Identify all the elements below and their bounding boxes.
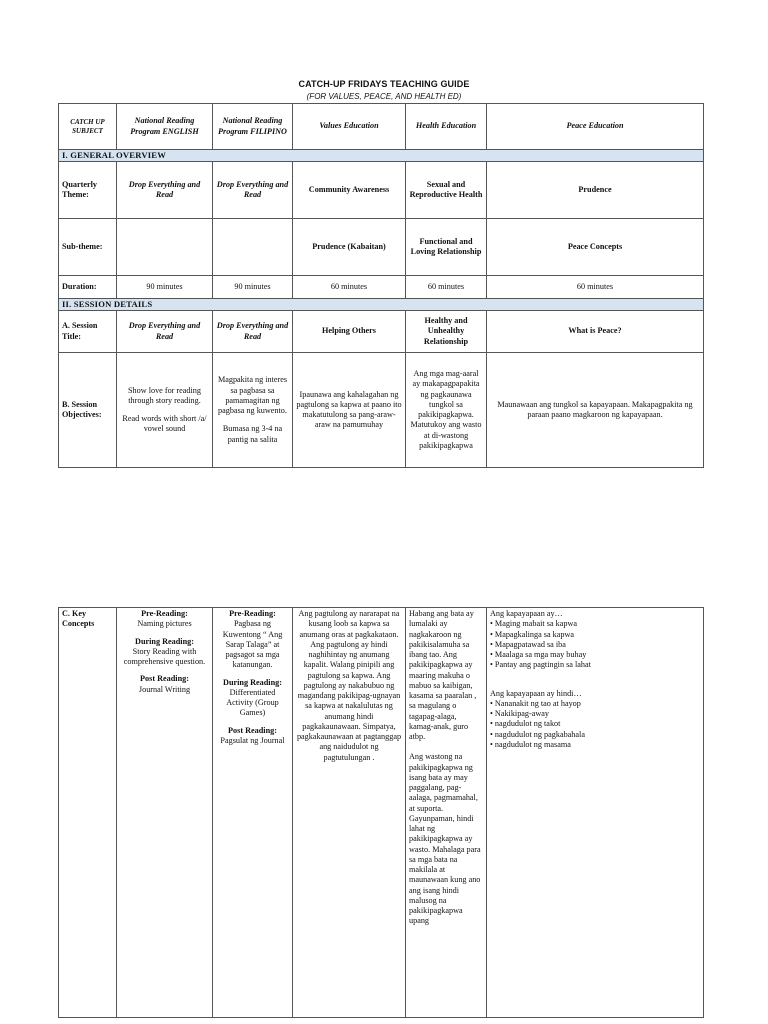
- cell-filipino: [213, 219, 293, 276]
- cell-english: Drop Everything and Read: [117, 162, 213, 219]
- list-item: • nagdudulot ng pagkabahala: [490, 729, 585, 739]
- row-label: A. Session Title:: [59, 311, 117, 353]
- duration-row: [59, 276, 704, 299]
- list-item: • Pantay ang pagtingin sa lahat: [490, 660, 591, 670]
- row-label: Duration:: [59, 276, 117, 299]
- session-objectives-row: [59, 353, 704, 468]
- cell-health: [406, 608, 487, 1018]
- cell-health: 60 minutes: [406, 276, 487, 299]
- cell-health: Sexual and Reproductive Health: [406, 162, 487, 219]
- cell-values: 60 minutes: [293, 276, 406, 299]
- cell-english: [117, 219, 213, 276]
- header-health: Health Education: [406, 104, 487, 150]
- post-reading-heading: Post Reading: [228, 725, 275, 735]
- cell-peace: Peace Concepts: [487, 219, 704, 276]
- quarterly-theme-row: [59, 162, 704, 219]
- pre-reading-heading: Pre-Reading: [141, 609, 186, 618]
- cell-english: [117, 353, 213, 468]
- cell-filipino: 90 minutes: [213, 276, 293, 299]
- list-item: • Mapagkalinga sa kapwa: [490, 629, 575, 639]
- during-reading-block: During Reading: Story Reading with comprehensive question.: [123, 636, 206, 666]
- pre-reading-text: Naming pictures: [137, 619, 192, 629]
- row-label: C. Key Concepts: [59, 608, 117, 1018]
- cell-health: Functional and Loving Relationship: [406, 219, 487, 276]
- cell-filipino: [213, 608, 293, 1018]
- cell-filipino: Drop Everything and Read: [213, 162, 293, 219]
- pre-reading-block: Pre-Reading: Pagbasa ng Kuwentong “ Ang Sarap Talaga” at pagsagot sa mga katanungan.: [222, 609, 283, 670]
- header-values: Values Education: [293, 104, 406, 150]
- list-item: • Nananakit ng tao at hayop: [490, 698, 581, 708]
- cell-values: Ipaunawa ang kahalagahan ng pagtulong sa kapwa at paano ito makatutulong sa pang-araw-araw na pamumuhay: [293, 353, 406, 468]
- cell-values: Ang pagtulong ay nararapat na kusang loob sa kapwa sa anumang oras at pagkakataon. Ang pagtulong ay hindi naghihintay ng anumang kapalit. Walang pinipili ang pagtulong sa kapwa. Ang pagtulong ay nakabubuo ng magandang pakikipag-ugnayan sa kapwa at nakalulutas ng anumang hindi pagkakaunawaan. Simpatya, pagkakaunawaan at pagtanggap ang naidudulot ng pagtutulungan .: [293, 608, 406, 1018]
- row-label: Sub-theme:: [59, 219, 117, 276]
- objective-text: Read words with short /a/ vowel sound: [122, 414, 207, 434]
- health-paragraph: Ang wastong na pakikipagkapwa ng isang bata ay may paggalang, pag-aalaga, pagmamahal, at suporta. Gayunpaman, hindi lahat ng pakikipagkapwa ay wasto. Mahalaga para sa mga bata na makilala at maunawaan kung ano ang isang hindi malusog na pakikipagkapwa upang: [409, 752, 481, 926]
- page-title: CATCH-UP FRIDAYS TEACHING GUIDE: [298, 79, 470, 89]
- cell-values: Prudence (Kabaitan): [293, 219, 406, 276]
- key-concepts-row: [59, 608, 704, 1018]
- cell-peace: 60 minutes: [487, 276, 704, 299]
- pre-reading-text: Pagbasa ng Kuwentong “ Ang Sarap Talaga” at pagsagot sa mga katanungan.: [222, 619, 283, 670]
- subtheme-row: [59, 219, 704, 276]
- post-reading-text: Journal Writing: [138, 684, 191, 694]
- section-general-overview: [59, 150, 704, 162]
- key-concepts-table: [58, 607, 704, 1018]
- cell-english: 90 minutes: [117, 276, 213, 299]
- post-reading-block: Post Reading: Journal Writing: [138, 674, 191, 694]
- header-english: National Reading Program ENGLISH: [117, 104, 213, 150]
- list-item: • nagdudulot ng masama: [490, 739, 571, 749]
- pre-reading-heading: Pre-Reading: [229, 609, 274, 618]
- header-catch-up-subject: CATCH UP SUBJECT: [59, 104, 117, 150]
- health-paragraph: Habang ang bata ay lumalaki ay nagkakaroon ng pakikisalamuha sa ibang tao. Ang pakikipagkapwa ay maaring makuha o mabuo sa kaibigan, kasama sa paaralan , sa magulang o tagapag-alaga, kamag-anak, guro atbp.: [409, 609, 477, 741]
- header-row: [59, 104, 704, 150]
- cell-english: [117, 608, 213, 1018]
- during-reading-block: During Reading: Differentiated Activity (Group Games): [223, 677, 282, 718]
- section-session-details: [59, 299, 704, 311]
- objective-text: Magpakita ng interes sa pagbasa sa pamamagitan ng pagbasa ng kuwento.: [217, 375, 288, 415]
- list-item: • Nakikipag-away: [490, 709, 550, 718]
- peace-heading: Ang kapayapaan ay hindi…: [490, 688, 582, 698]
- cell-health: Healthy and Unhealthy Relationship: [406, 311, 487, 353]
- list-item: • Maging mabait sa kapwa: [490, 619, 577, 629]
- post-reading-block: Post Reading: Pagsulat ng Journal: [220, 725, 285, 745]
- list-item: • Maalaga sa mga may buhay: [490, 650, 587, 659]
- cell-peace: Maunawaan ang tungkol sa kapayapaan. Makapagpakita ng paraan paano magkaroon ng kapayapaan.: [487, 353, 704, 468]
- page-subtitle: (FOR VALUES, PEACE, AND HEALTH ED): [306, 92, 462, 101]
- objective-text: Show love for reading through story reading.: [128, 385, 201, 405]
- cell-values: Helping Others: [293, 311, 406, 353]
- post-reading-text: Pagsulat ng Journal: [220, 735, 285, 745]
- peace-heading: Ang kapayapaan ay…: [490, 609, 563, 618]
- cell-filipino: [213, 353, 293, 468]
- session-title-row: [59, 311, 704, 353]
- cell-english: Drop Everything and Read: [117, 311, 213, 353]
- header-peace: Peace Education: [487, 104, 704, 150]
- cell-values: Community Awareness: [293, 162, 406, 219]
- cell-filipino: Drop Everything and Read: [213, 311, 293, 353]
- during-reading-heading: During Reading: [135, 636, 192, 646]
- row-label: Quarterly Theme:: [59, 162, 117, 219]
- row-label: B. Session Objectives:: [59, 353, 117, 468]
- teaching-guide-table: [58, 103, 704, 468]
- pre-reading-block: Pre-Reading: Naming pictures: [137, 609, 192, 629]
- list-item: • Mapagpatawad sa iba: [490, 639, 566, 649]
- during-reading-text: Differentiated Activity (Group Games): [226, 687, 279, 718]
- cell-peace: Prudence: [487, 162, 704, 219]
- section-label: II. SESSION DETAILS: [59, 299, 704, 311]
- cell-peace: [487, 608, 704, 1018]
- list-item: • nagdudulot ng takot: [490, 719, 561, 729]
- objective-text: Bumasa ng 3-4 na pantig na salita: [222, 424, 283, 444]
- during-reading-heading: During Reading: [223, 677, 280, 687]
- during-reading-text: Story Reading with comprehensive question.: [123, 646, 206, 666]
- header-filipino: National Reading Program FILIPINO: [213, 104, 293, 150]
- cell-health: Ang mga mag-aaral ay makapagpapakita ng pagkaunawa tungkol sa pakikipagkapwa. Matutukoy ang wasto at di-wastong pakikipagkapwa: [406, 353, 487, 468]
- cell-peace: What is Peace?: [487, 311, 704, 353]
- section-label: I. GENERAL OVERVIEW: [59, 150, 704, 162]
- post-reading-heading: Post Reading: [140, 674, 187, 684]
